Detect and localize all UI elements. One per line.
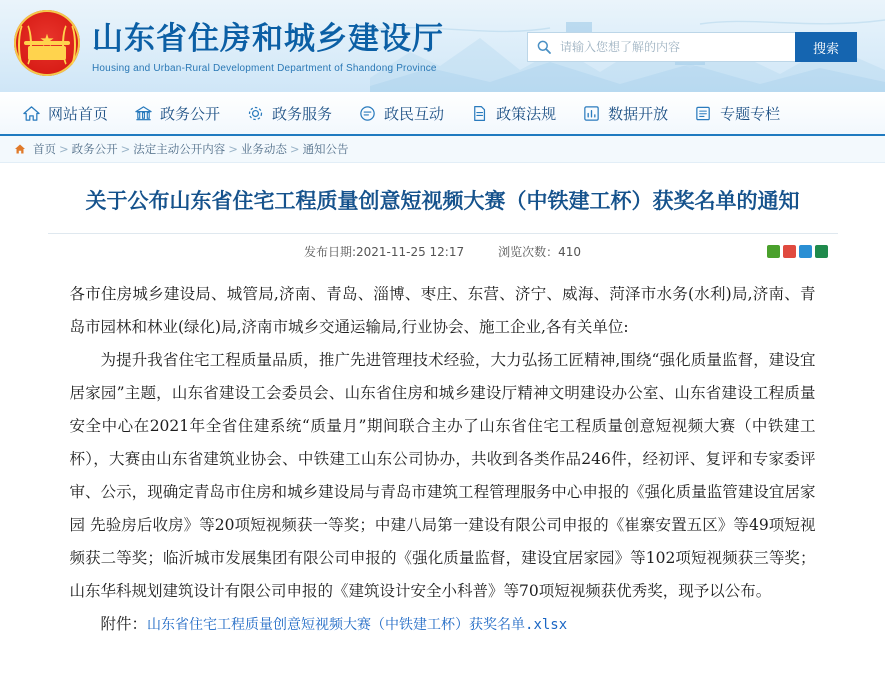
home-icon xyxy=(14,143,26,155)
page-title: 关于公布山东省住宅工程质量创意短视频大赛（中铁建工杯）获奖名单的通知 xyxy=(85,189,800,213)
document-icon xyxy=(470,104,489,123)
breadcrumb-sep: > xyxy=(289,142,300,156)
nav-item-policy[interactable] xyxy=(460,91,572,135)
breadcrumb-item-1[interactable]: 政务公开 xyxy=(71,142,118,156)
article xyxy=(48,163,838,642)
more-share-icon[interactable] xyxy=(815,245,828,258)
attachment-label: 附件： xyxy=(100,615,148,633)
national-emblem-icon xyxy=(14,10,80,76)
wechat-share-icon[interactable] xyxy=(767,245,780,258)
nav-item-special-topics[interactable] xyxy=(684,91,796,135)
qq-share-icon[interactable] xyxy=(799,245,812,258)
view-count-label: 浏览次数： xyxy=(498,244,559,259)
org-name-cn: 山东省住房和城乡建设厅 xyxy=(92,20,444,57)
search-box[interactable] xyxy=(527,32,857,62)
nav-item-services[interactable] xyxy=(236,91,348,135)
nav-label: 网站首页 xyxy=(48,104,109,123)
site-header xyxy=(0,0,885,92)
breadcrumb-item-4[interactable]: 通知公告 xyxy=(302,142,349,156)
folder-icon xyxy=(694,104,713,123)
breadcrumb[interactable] xyxy=(0,136,885,163)
nav-label: 政务公开 xyxy=(160,104,221,123)
search-input[interactable] xyxy=(558,33,795,61)
article-paragraph: 为提升我省住宅工程质量品质，推广先进管理技术经验，大力弘扬工匠精神,围绕“强化质量监督，建设宜居家园”主题，山东省建设工会委员会、山东省住房和城乡建设厅精神文明建设办公室、山东省建设工程质量安全中心在2021年全省住建系统“质量月”期间联合主办了山东省住宅工程质量创意短视频大赛（中铁建工杯），大赛由山东省建筑业协会、中铁建工山东公司协办，共收到各类作品246件，经初评、复评和专家委评审、公示，现确定青岛市住房和城乡建设局与青岛市建筑工程管理服务中心申报的《强化质量监管建设宜居家园 先验房后收房》等20项短视频获一等奖；中建八局第一建设有限公司申报的《崔寨安置五区》等49项短视频获二等奖；临沂城市发展集团有限公司申报的《强化质量监督，建设宜居家园》等102项短视频获三等奖；山东华科规划建筑设计有限公司申报的《建筑设计安全小科普》等70项短视频获优秀奖，现予以公布。 xyxy=(69,351,816,600)
publish-date: 发布日期:2021-11-25 12:17 xyxy=(303,244,465,259)
org-name-en: Housing and Urban-Rural Development Department of Shandong Province xyxy=(92,62,437,74)
nav-item-interaction[interactable] xyxy=(348,91,460,135)
article-body xyxy=(48,268,838,642)
nav-label: 数据开放 xyxy=(608,104,669,123)
breadcrumb-item-0[interactable]: 首页 xyxy=(33,142,56,156)
view-count-value: 410 xyxy=(558,244,582,259)
gear-icon xyxy=(246,104,265,123)
breadcrumb-sep: > xyxy=(228,142,238,156)
breadcrumb-sep: > xyxy=(120,142,131,156)
nav-item-government-affairs[interactable] xyxy=(124,91,236,135)
nav-label: 政民互动 xyxy=(384,104,445,123)
breadcrumb-item-3[interactable]: 业务动态 xyxy=(240,142,287,156)
chart-icon xyxy=(582,104,601,123)
nav-label: 政策法规 xyxy=(496,104,557,123)
brand[interactable] xyxy=(14,10,444,76)
search-button[interactable]: 搜索 xyxy=(795,32,857,62)
nav-label: 专题专栏 xyxy=(720,104,781,123)
breadcrumb-sep: > xyxy=(59,142,69,156)
nav-item-open-data[interactable] xyxy=(572,91,684,135)
view-count xyxy=(498,243,581,260)
share-icons[interactable] xyxy=(767,245,828,258)
article-paragraph: 各市住房城乡建设局、城管局,济南、青岛、淄博、枣庄、东营、济宁、威海、菏泽市水务(水利)局,济南、青岛市园林和林业(绿化)局,济南市城乡交通运输局,行业协会、施工企业,各有关单位: xyxy=(69,285,816,336)
nav-item-home[interactable] xyxy=(12,91,124,135)
home-icon xyxy=(22,104,41,123)
bank-icon xyxy=(134,104,153,123)
weibo-share-icon[interactable] xyxy=(783,245,796,258)
chat-icon xyxy=(358,104,377,123)
article-meta xyxy=(48,233,838,268)
nav-label: 政务服务 xyxy=(272,104,333,123)
search-field[interactable] xyxy=(527,32,795,62)
attachment-link[interactable]: 山东省住宅工程质量创意短视频大赛（中铁建工杯）获奖名单.xlsx xyxy=(147,617,568,633)
breadcrumb-item-2[interactable]: 法定主动公开内容 xyxy=(133,142,226,156)
search-icon xyxy=(536,39,552,55)
brand-text xyxy=(92,13,444,74)
main-nav[interactable] xyxy=(0,92,885,136)
attachment-line xyxy=(70,608,816,642)
